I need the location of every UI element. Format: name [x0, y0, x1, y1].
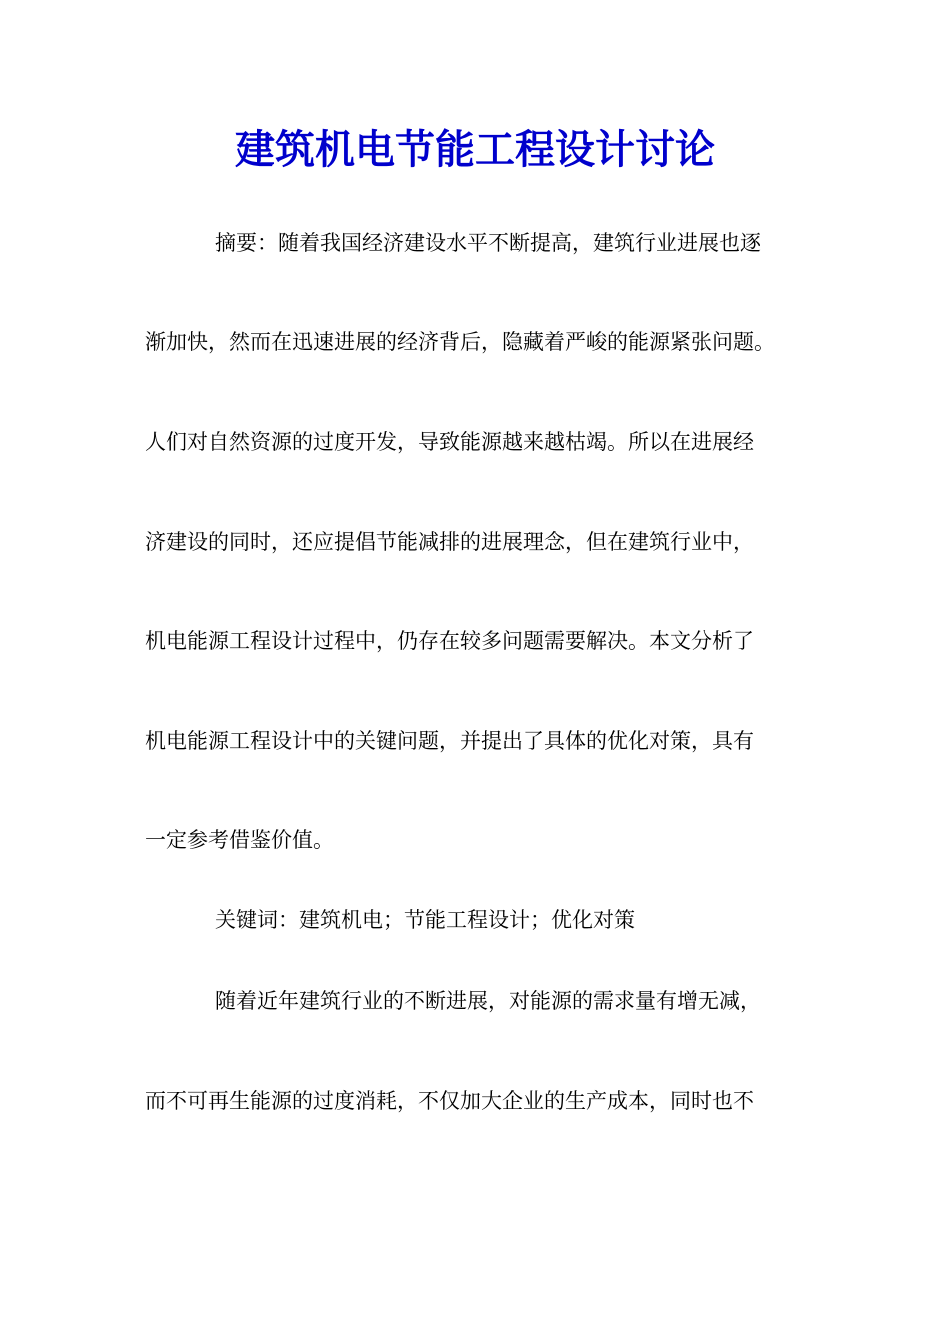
document-title: 建筑机电节能工程设计讨论: [235, 126, 715, 173]
abstract-line-4: 济建设的同时，还应提倡节能减排的进展理念，但在建筑行业中，: [145, 530, 754, 554]
abstract-line-3: 人们对自然资源的过度开发，导致能源越来越枯竭。所以在进展经: [145, 430, 754, 454]
abstract-line-2: 渐加快，然而在迅速进展的经济背后，隐藏着严峻的能源紧张问题。: [145, 330, 775, 354]
abstract-line-7: 一定参考借鉴价值。: [145, 828, 334, 852]
body-line-1: 随着近年建筑行业的不断进展，对能源的需求量有增无减，: [215, 989, 761, 1013]
abstract-line-5: 机电能源工程设计过程中，仍存在较多问题需要解决。本文分析了: [145, 629, 754, 653]
abstract-line-1: 摘要：随着我国经济建设水平不断提高，建筑行业进展也逐: [215, 231, 761, 255]
abstract-line-6: 机电能源工程设计中的关键问题，并提出了具体的优化对策，具有: [145, 729, 754, 753]
keywords-line: 关键词：建筑机电；节能工程设计；优化对策: [215, 908, 635, 932]
body-line-2: 而不可再生能源的过度消耗，不仅加大企业的生产成本，同时也不: [145, 1089, 754, 1113]
